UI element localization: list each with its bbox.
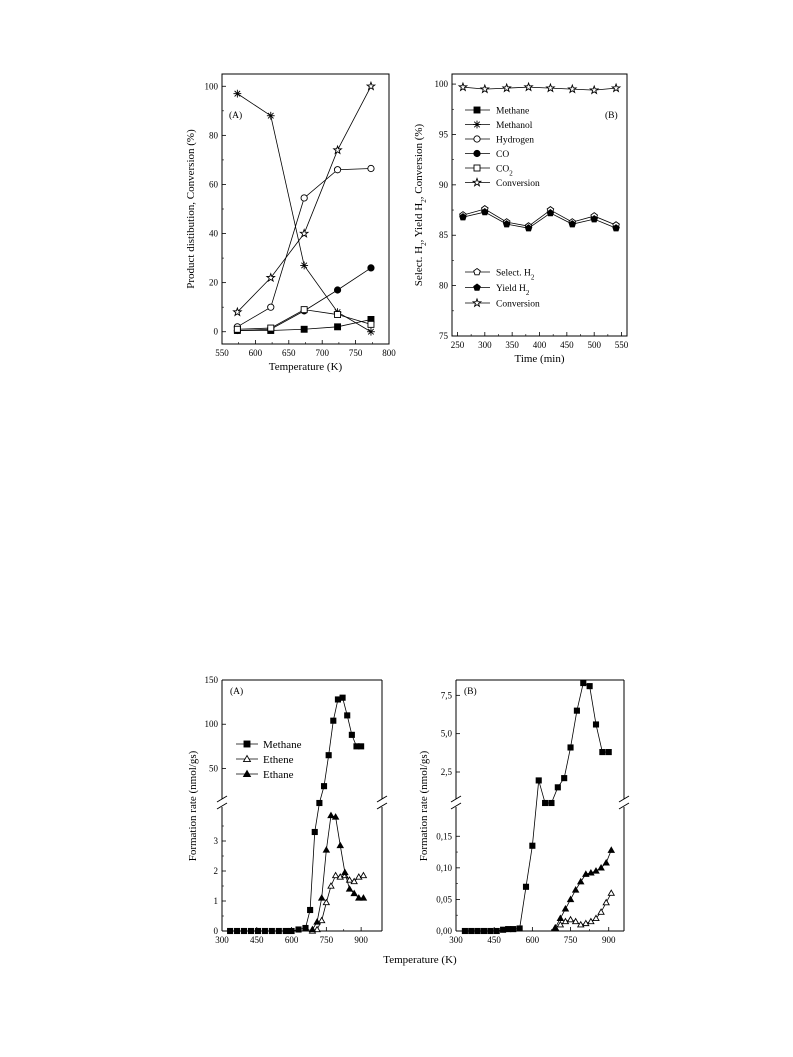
bottom-y-axis-title-b: Formation rate (nmol/gs) [418, 750, 430, 862]
data-point-co [334, 287, 340, 293]
top-panel-a [185, 74, 396, 373]
x-axis-tick-label: 650 [282, 348, 296, 358]
data-point-2 [525, 83, 533, 90]
data-point-ethane [608, 847, 614, 852]
series-line-co [237, 268, 371, 331]
legend-marker [244, 771, 251, 777]
y-axis-tick-label: 90 [439, 179, 448, 190]
x-axis-tick-label: 500 [587, 340, 601, 350]
data-point-2 [459, 83, 467, 90]
data-point-2 [481, 85, 489, 92]
data-point-methane [248, 928, 253, 933]
data-point-methane [359, 744, 364, 749]
y-axis-lower-tick-label: 0 [213, 926, 218, 936]
data-point-methane [241, 928, 246, 933]
x-axis-tick-label: 900 [601, 935, 616, 945]
x-axis-tick-label: 250 [450, 340, 465, 350]
x-axis-tick-label: 550 [614, 340, 629, 350]
x-axis-tick-label: 300 [215, 935, 229, 945]
data-point-methane [481, 928, 486, 933]
data-point-methane [494, 928, 499, 933]
data-point-methane [475, 928, 480, 933]
data-point-ethene [333, 873, 339, 878]
legend-marker [474, 150, 480, 156]
data-point-methane [228, 928, 233, 933]
panel-tag: (B) [464, 687, 477, 697]
x-axis-tick-label: 750 [563, 935, 578, 945]
data-point-ethane [337, 843, 343, 848]
y-axis-upper-tick-label: 100 [204, 719, 218, 730]
legend-label: $CO_2$ [496, 164, 513, 178]
panel-tag: (A) [229, 111, 243, 121]
data-point-co [368, 265, 374, 271]
data-point-methane [321, 784, 326, 789]
legend-marker [474, 284, 481, 290]
series-line-ethane [555, 850, 611, 928]
data-point-methane [340, 695, 345, 700]
data-point-methane [469, 928, 474, 933]
data-point-methane [606, 749, 611, 754]
data-point-methane [326, 753, 331, 758]
data-point-ethane [342, 870, 348, 875]
data-point-2 [568, 85, 576, 92]
data-point-methane [234, 928, 239, 933]
data-point-methane [462, 928, 467, 933]
data-point-ethane [603, 860, 609, 865]
top-panel-b [413, 74, 629, 365]
y-axis-lower-tick-label: 0,15 [436, 831, 452, 842]
data-point-ethane [573, 887, 579, 892]
y-axis-lower-tick-label: 2 [213, 866, 218, 876]
data-point-ethene [328, 883, 334, 888]
data-point-ethene [598, 909, 604, 914]
y-axis-upper-tick-label: 50 [209, 763, 218, 774]
data-point-co2 [368, 321, 374, 327]
data-point-ethene [608, 890, 614, 895]
data-point-methane [317, 800, 322, 805]
data-point-methane [517, 926, 522, 931]
data-point-ethane [319, 895, 325, 900]
panel-tag: (A) [230, 687, 244, 697]
y-axis-tick-label: 0 [213, 326, 218, 337]
y-axis-title: Product distibution, Conversion (%) [185, 129, 197, 289]
bottom-y-axis-title-a: Formation rate (nmol/gs) [187, 750, 199, 862]
x-axis-tick-label: 600 [248, 348, 263, 358]
x-axis-tick-label: 900 [354, 935, 368, 945]
series-line-ethane [312, 816, 363, 930]
data-point-methane [511, 927, 516, 932]
legend-marker [474, 269, 481, 275]
legend-marker [473, 178, 481, 185]
data-point-ethene [603, 900, 609, 905]
legend-label: CO [496, 150, 510, 160]
data-point-conversion [367, 82, 375, 89]
legend-label: Conversion [496, 299, 540, 310]
x-axis-tick-label: 750 [319, 935, 334, 945]
bottom-legend [236, 739, 302, 781]
legend-label: Methane [263, 739, 302, 751]
data-point-methane [262, 928, 267, 933]
data-point-methane [587, 684, 592, 689]
data-point-methane [523, 884, 528, 889]
x-axis-title: Time (min) [514, 353, 565, 365]
data-point-ethane [557, 915, 563, 920]
legend-marker [474, 165, 480, 171]
legend-selectivity [465, 269, 540, 310]
data-point-hydrogen [268, 304, 274, 310]
legend-marker [474, 107, 480, 113]
y-axis-upper-tick-label: 5,0 [440, 728, 452, 739]
series-line-methane [230, 698, 361, 931]
x-axis-tick-label: 600 [525, 935, 540, 945]
data-point-methane [331, 718, 336, 723]
legend-label: Conversion [496, 179, 540, 189]
data-point-2 [503, 84, 511, 91]
data-point-methane [312, 829, 317, 834]
data-point-methane [555, 785, 560, 790]
data-point-methanol [367, 328, 375, 336]
data-point-co2 [335, 312, 341, 318]
x-axis-tick-label: 300 [478, 340, 492, 350]
bottom-panel-a [205, 675, 388, 945]
data-point-methane [289, 928, 294, 933]
legend-marker [473, 121, 481, 129]
y-axis-tick-label: 60 [209, 179, 218, 190]
series-line-hydrogen [237, 169, 371, 327]
data-point-methane [488, 928, 493, 933]
y-axis-upper-tick-label: 150 [204, 675, 218, 685]
data-point-methane [500, 927, 505, 932]
legend-species [465, 107, 540, 190]
y-axis-tick-label: 80 [439, 280, 448, 291]
y-axis-tick-label: 80 [209, 130, 218, 141]
data-point-hydrogen [334, 167, 340, 173]
legend-label: Methanol [496, 121, 533, 131]
y-axis-lower-tick-label: 0,00 [436, 926, 452, 936]
data-point-methane [542, 800, 547, 805]
data-point-methanol [300, 262, 308, 270]
y-axis-tick-label: 20 [209, 277, 218, 288]
series-line-methanol [237, 94, 371, 332]
data-point-methane [506, 927, 511, 932]
y-axis-lower-tick-label: 3 [213, 836, 218, 846]
panel-tag: (B) [605, 111, 618, 121]
legend-marker [244, 756, 251, 762]
data-point-hydrogen [368, 165, 374, 171]
data-point-ethane [309, 927, 315, 932]
data-point-ethane [562, 906, 568, 911]
data-point-ethene [360, 873, 366, 878]
y-axis-tick-label: 100 [434, 79, 448, 90]
data-point-methanol [233, 90, 241, 98]
y-axis-tick-label: 85 [439, 230, 448, 241]
data-point-ethene [588, 919, 594, 924]
data-point-methane [283, 928, 288, 933]
y-axis-tick-label: 95 [439, 129, 448, 140]
y-axis-lower-tick-label: 1 [213, 896, 218, 906]
data-point-hydrogen [301, 195, 307, 201]
data-point-methane [303, 925, 308, 930]
x-axis-tick-label: 800 [382, 348, 396, 358]
legend-label: Select. $H_2$ [496, 268, 535, 282]
y-axis-upper-tick-label: 7,5 [440, 690, 452, 701]
x-axis-tick-label: 750 [348, 348, 363, 358]
y-axis-upper-tick-label: 2,5 [440, 767, 452, 777]
data-point-methane [335, 324, 341, 330]
y-axis-tick-label: 75 [439, 331, 448, 341]
data-point-ethane [323, 847, 329, 852]
legend-marker [244, 741, 250, 747]
data-point-methane [308, 907, 313, 912]
data-point-ethane [552, 925, 558, 930]
data-point-methane [562, 776, 567, 781]
x-axis-tick-label: 450 [250, 935, 264, 945]
plot-frame [222, 74, 389, 344]
data-point-methane [600, 749, 605, 754]
data-point-co2 [301, 307, 307, 313]
legend-label: Yield $H_2$ [496, 284, 530, 297]
data-point-methane [345, 713, 350, 718]
data-point-methane [349, 732, 354, 737]
x-axis-tick-label: 550 [215, 348, 229, 358]
data-point-ethane [568, 896, 574, 901]
data-point-methanol [267, 112, 275, 120]
data-point-conversion [300, 229, 308, 236]
data-point-ethane [578, 879, 584, 884]
data-point-methane [568, 745, 573, 750]
y-axis-tick-label: 40 [209, 228, 218, 239]
data-point-ethane [593, 868, 599, 873]
data-point-methane [581, 680, 586, 685]
data-point-ethane [328, 813, 334, 818]
data-point-conversion [334, 146, 342, 153]
bottom-panel-b [436, 680, 629, 945]
data-point-ethane [347, 886, 353, 891]
data-point-ethene [319, 918, 325, 923]
legend-marker [474, 136, 480, 142]
x-axis-tick-label: 700 [315, 348, 329, 358]
y-axis-lower-tick-label: 0,10 [436, 862, 452, 873]
legend-label: Ethane [263, 769, 294, 781]
data-point-methane [549, 800, 554, 805]
data-point-methane [530, 843, 535, 848]
data-point-methane [301, 326, 307, 332]
data-point-co2 [234, 326, 240, 332]
x-axis-tick-label: 400 [532, 340, 547, 350]
data-point-methane [574, 708, 579, 713]
x-axis-tick-label: 300 [449, 935, 463, 945]
y-axis-lower-tick-label: 0,05 [436, 894, 452, 905]
data-point-2 [612, 84, 620, 91]
data-point-co2 [268, 325, 274, 331]
data-point-methane [269, 928, 274, 933]
x-axis-tick-label: 600 [284, 935, 299, 945]
x-axis-tick-label: 450 [487, 935, 501, 945]
data-point-ethene [568, 917, 574, 922]
x-axis-title: Temperature (K) [268, 361, 343, 373]
y-axis-tick-label: 100 [204, 81, 218, 92]
legend-label: Hydrogen [496, 135, 534, 146]
data-point-methane [276, 928, 281, 933]
data-point-methane [536, 778, 541, 783]
y-axis-title: Select. $H_2$, Yield $H_2$, Conversion (%) [413, 123, 428, 287]
data-point-2 [547, 84, 555, 91]
data-point-methane [296, 927, 301, 932]
legend-label: Ethene [263, 754, 294, 766]
x-axis-tick-label: 450 [560, 340, 574, 350]
x-axis-tick-label: 350 [505, 340, 519, 350]
data-point-methane [255, 928, 260, 933]
series-line-methane [465, 683, 609, 931]
legend-label: Methane [496, 106, 530, 117]
legend-marker [473, 299, 481, 306]
data-point-methane [593, 722, 598, 727]
data-point-2 [590, 86, 598, 93]
bottom-x-axis-title: Temperature (K) [383, 954, 457, 966]
